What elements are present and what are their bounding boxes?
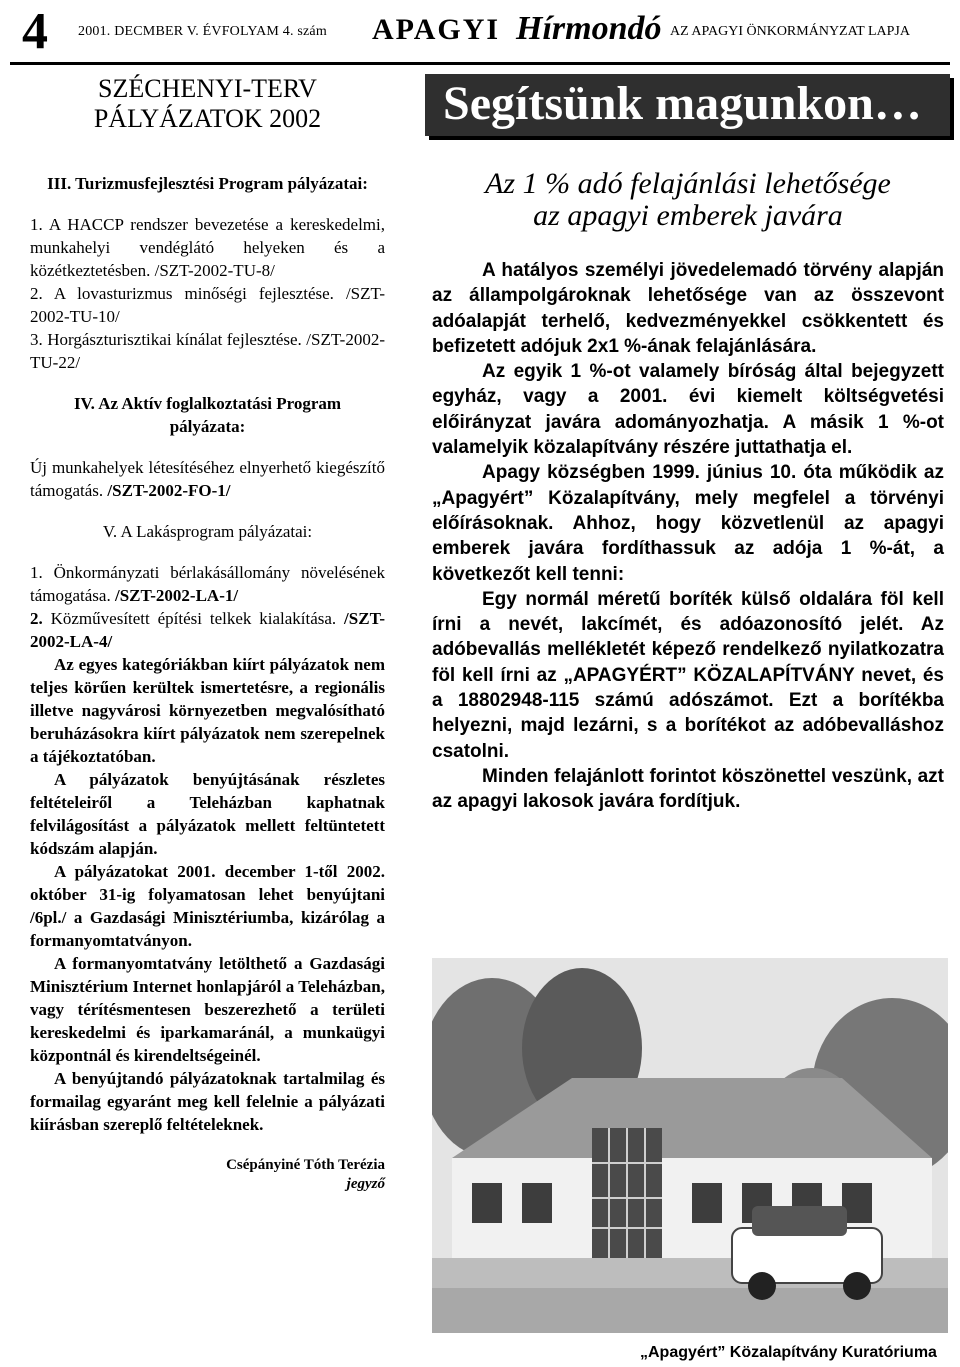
right-para4: Egy normál méretű boríték külső oldalára föl kell írni a nevét, lakcímét, és adóazonosító jelét. Az adóbevallás mellékletét képező rendelkező nyilatkozatra föl kell írni az „APAGYÉRT” KÖZALAPÍTVÁNY nevet, és a 18802948-115 számú adószámot. Ezt a borítékba helyezni, majd lezárni, s a borítékot az adóbevalláshoz csatolni. <box>432 588 944 762</box>
section4-text: Új munkahelyek létesítéséhez elnyerhető kiegészítő támogatás. /SZT-2002-FO-1/ <box>30 458 385 500</box>
right-para1: A hatályos személyi jövedelemadó törvény alapján az állampolgároknak lehetősége van az összevont adóalapját terhelő, kedvezményekkel csökkentett és befizetett adójuk 2x1 %-ának felajánlására. <box>432 260 944 357</box>
signature-role: jegyző <box>346 1176 385 1192</box>
left-para1: Az egyes kategóriákban kiírt pályázatok nem teljes körűen kerültek ismertetésre, a regionális illetve nagyvárosi környezetben megvalósítható beruházásokra kiírt pályázatok nem szerepelnek a tájékoztatóban. <box>30 655 385 766</box>
building-photo-illustration <box>432 958 948 1333</box>
masthead-apagyi: APAGYI <box>372 13 501 46</box>
section3-item1: 1. A HACCP rendszer bevezetése a kereskedelmi, munkahelyi vendéglátó helyeken és a közétkeztetésben. /SZT-2002-TU-8/ <box>30 215 385 280</box>
left-title-line1: SZÉCHENYI-TERV <box>98 74 317 103</box>
photo-caption: „Apagyért” Közalapítvány Kuratóriuma <box>640 1344 937 1361</box>
left-para4: A formanyomtatvány letölthető a Gazdasági Minisztérium Internet honlapjáról a Teleházban, vagy térítésmentesen beszerezhető a területi kereskedelmi és iparkamaránál, a munkaügyi központnál és kirendeltségeinél. <box>30 954 385 1065</box>
signature-name: Csépányiné Tóth Terézia <box>226 1157 385 1173</box>
right-column <box>432 168 944 815</box>
section5-heading: V. A Lakásprogram pályázatai: <box>102 522 313 541</box>
signature <box>30 1156 385 1194</box>
right-subtitle-line1: Az 1 % adó felajánlási lehetősége <box>485 167 891 200</box>
banner <box>425 74 950 136</box>
section3-heading: III. Turizmusfejlesztési Program pályázatai: <box>47 174 368 193</box>
header-rule <box>10 62 950 65</box>
page-header <box>0 0 960 62</box>
left-column <box>30 74 385 1194</box>
right-para2: Az egyik 1 %-ot valamely bíróság által bejegyzett egyház, vagy a 2001. évi kiemelt költségvetési előirányzat javára adományozhatja. A másik 1 %-ot valamelyik közalapítvány részére juttathatja el. <box>432 361 944 459</box>
right-subtitle <box>432 168 944 232</box>
section3-item3: 3. Horgászturisztikai kínálat fejlesztése. /SZT-2002-TU-22/ <box>30 330 385 372</box>
publisher-line: AZ APAGYI ÖNKORMÁNYZAT LAPJA <box>670 24 910 39</box>
left-para3: A pályázatokat 2001. december 1-től 2002. október 31-ig folyamatosan lehet benyújtani /6pl./ a Gazdasági Minisztériumba, kizárólag a formanyomtatványon. <box>30 862 385 950</box>
section4-heading: IV. Az Aktív foglalkoztatási Program pályázata: <box>73 394 342 436</box>
section5-item1: 1. Önkormányzati bérlakásállomány növelésének támogatása. /SZT-2002-LA-1/ <box>30 563 385 605</box>
right-para5: Minden felajánlott forintot köszönettel veszünk, azt az apagyi lakosok javára fordítjuk. <box>432 765 944 813</box>
right-para3: Apagy községben 1999. június 10. óta működik az „Apagyért” Közalapítvány, mely megfelel a törvényi előírásoknak. Ahhoz, hogy közvetlenül az apagyi emberek javára fordíthassuk az adója 1 %-át, a következőt kell tenni: <box>432 462 944 585</box>
left-title <box>30 74 385 134</box>
right-subtitle-line2: az apagyi emberek javára <box>533 199 843 232</box>
left-para5: A benyújtandó pályázatoknak tartalmilag és formailag egyaránt meg kell felelnie a pályázati kiírásban szereplő feltételeknek. <box>30 1069 385 1134</box>
section3-item2: 2. A lovasturizmus minőségi fejlesztése. /SZT-2002-TU-10/ <box>30 284 385 326</box>
issue-line: 2001. DECMBER V. ÉVFOLYAM 4. szám <box>78 24 327 39</box>
masthead-hirmondo: Hírmondó <box>516 10 662 47</box>
section5-item2: 2. Közművesített építési telkek kialakítása. /SZT-2002-LA-4/ <box>30 609 386 651</box>
banner-text: Segítsünk magunkon… <box>443 77 922 130</box>
page-number: 4 <box>22 3 48 60</box>
building-photo <box>432 958 948 1333</box>
left-para2: A pályázatok benyújtásának részletes feltételeiről a Teleházban kaphatnak felvilágosítást a pályázatok mellett feltüntetett kódszám alapján. <box>30 770 385 858</box>
left-title-line2: PÁLYÁZATOK 2002 <box>93 104 322 133</box>
